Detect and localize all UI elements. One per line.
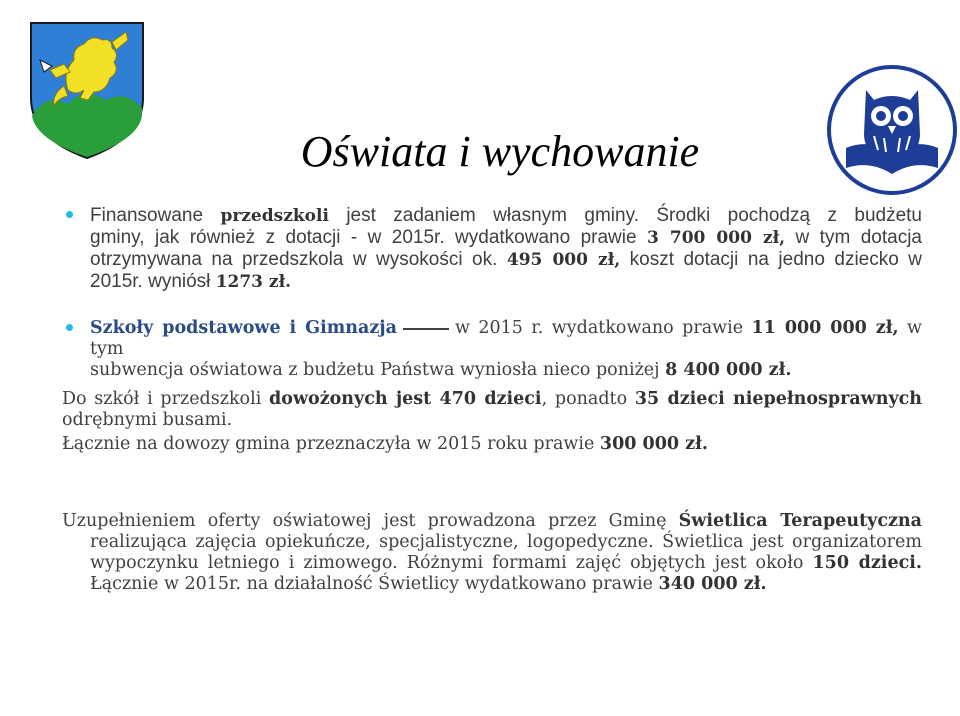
paragraph-preschools: [90, 205, 922, 293]
bullet-icon: [66, 324, 73, 331]
text-line: Uzupełnieniem oferty oświatowej jest prowadzona przez Gminę Świetlica Terapeutyczna: [62, 511, 922, 531]
paragraph-transport: [62, 389, 922, 455]
page-title: Oświata i wychowanie: [300, 127, 700, 176]
paragraph-schools: [90, 318, 922, 381]
owl-book-emblem-icon: [826, 64, 958, 196]
text-line: Łącznie w 2015r. na działalność Świetlicy wydatkowano prawie 340 000 zł.: [90, 574, 767, 594]
text-line: 2015r. wyniósł 1273 zł.: [90, 271, 292, 292]
text-line: realizująca zajęcia opiekuńcze, specjalistyczne, logopedyczne. Świetlica jest organizatorem: [90, 532, 922, 552]
municipal-coat-of-arms-icon: [28, 20, 146, 160]
text-line: odrębnymi busami.: [62, 410, 233, 430]
text-line: Szkoły podstawowe i Gimnazja w 2015 r. wydatkowano prawie 11 000 000 zł, w tym: [90, 318, 922, 359]
text-line: otrzymywana na przedszkola w wysokości ok. 495 000 zł, koszt dotacji na jedno dziecko w: [90, 249, 922, 270]
bullet-icon: [66, 211, 73, 218]
dash: [403, 328, 449, 330]
paragraph-day-center: [62, 511, 922, 595]
text-line: Do szkół i przedszkoli dowożonych jest 470 dzieci, ponadto 35 dzieci niepełnosprawnych: [62, 389, 923, 409]
text-line: Łącznie na dowozy gmina przeznaczyła w 2015 roku prawie 300 000 zł.: [62, 434, 708, 454]
text-line: subwencja oświatowa z budżetu Państwa wyniosła nieco poniżej 8 400 000 zł.: [90, 360, 792, 380]
text-line: gminy, jak również z dotacji - w 2015r. wydatkowano prawie 3 700 000 zł, w tym dotacja: [90, 227, 922, 248]
text-line: Finansowane przedszkoli jest zadaniem własnym gminy. Środki pochodzą z budżetu: [90, 205, 922, 226]
text-line: wypoczynku letniego i zimowego. Różnymi formami zajęć objętych jest około 150 dzieci.: [90, 553, 922, 573]
